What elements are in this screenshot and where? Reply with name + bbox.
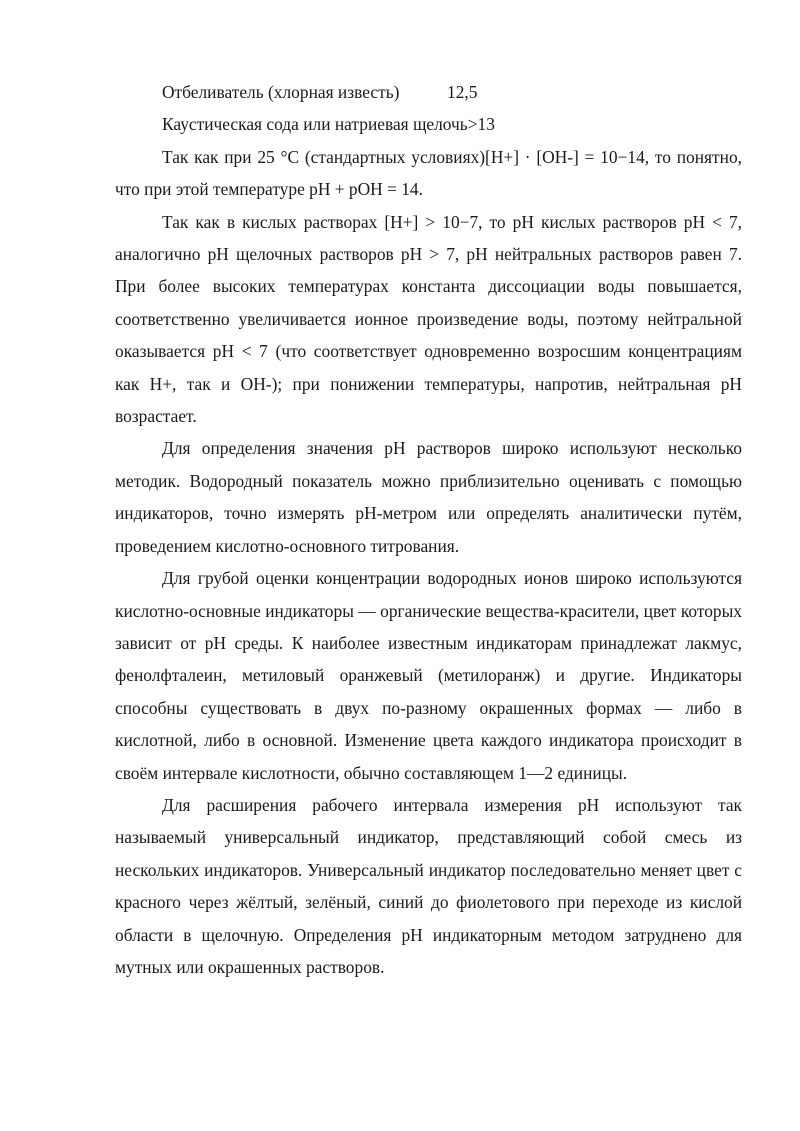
page-body	[115, 76, 742, 983]
table-row-value: >13	[467, 114, 495, 135]
table-row-value: 12,5	[447, 82, 478, 102]
paragraph-acid-base-ph: Так как в кислых растворах [H+] > 10−7, то pH кислых растворов pH < 7, аналогично pH щелочных растворов pH > 7, pH нейтральных растворов равен 7. При более высоких температурах константа диссоциации воды повышается, соответственно увеличивается ионное произведение воды, поэтому нейтральной оказывается pH < 7 (что соответствует одновременно возросшим концентрациям как H+, так и OH-); при понижении температуры, напротив, нейтральная pH возрастает.	[115, 211, 742, 427]
table-row-item: Отбеливатель (хлорная известь)	[162, 82, 400, 102]
paragraph-universal-indicator: Для расширения рабочего интервала измерения pH используют так называемый универсальный индикатор, представляющий собой смесь из нескольких индикаторов. Универсальный индикатор последовательно меняет цвет с красного через жёлтый, зелёный, синий до фиолетового при переходе из кислой области в щелочную. Определения pH индикаторным методом затруднено для мутных или окрашенных растворов.	[115, 794, 742, 977]
table-row	[115, 108, 742, 140]
paragraph-indicators: Для грубой оценки концентрации водородных ионов широко используются кислотно-основные индикаторы — органические вещества-красители, цвет которых зависит от pH среды. К наиболее известным индикаторам принадлежат лакмус, фенолфталеин, метиловый оранжевый (метилоранж) и другие. Индикаторы способны существовать в двух по-разному окрашенных формах — либо в кислотной, либо в основной. Изменение цвета каждого индикатора происходит в своём интервале кислотности, обычно составляющем 1—2 единицы.	[115, 568, 742, 783]
table-row	[115, 76, 742, 108]
paragraph-ionic-product: Так как при 25 °C (стандартных условиях)[H+] · [OH-] = 10−14, то понятно, что при этой температуре pH + pOH = 14.	[115, 146, 742, 200]
paragraph-ph-methods: Для определения значения pH растворов широко используют несколько методик. Водородный показатель можно приблизительно оценивать с помощью индикаторов, точно измерять pH-метром или определять аналитически путём, проведением кислотно-основного титрования.	[115, 438, 742, 556]
table-row-item: Каустическая сода или натриевая щелочь	[162, 114, 468, 135]
